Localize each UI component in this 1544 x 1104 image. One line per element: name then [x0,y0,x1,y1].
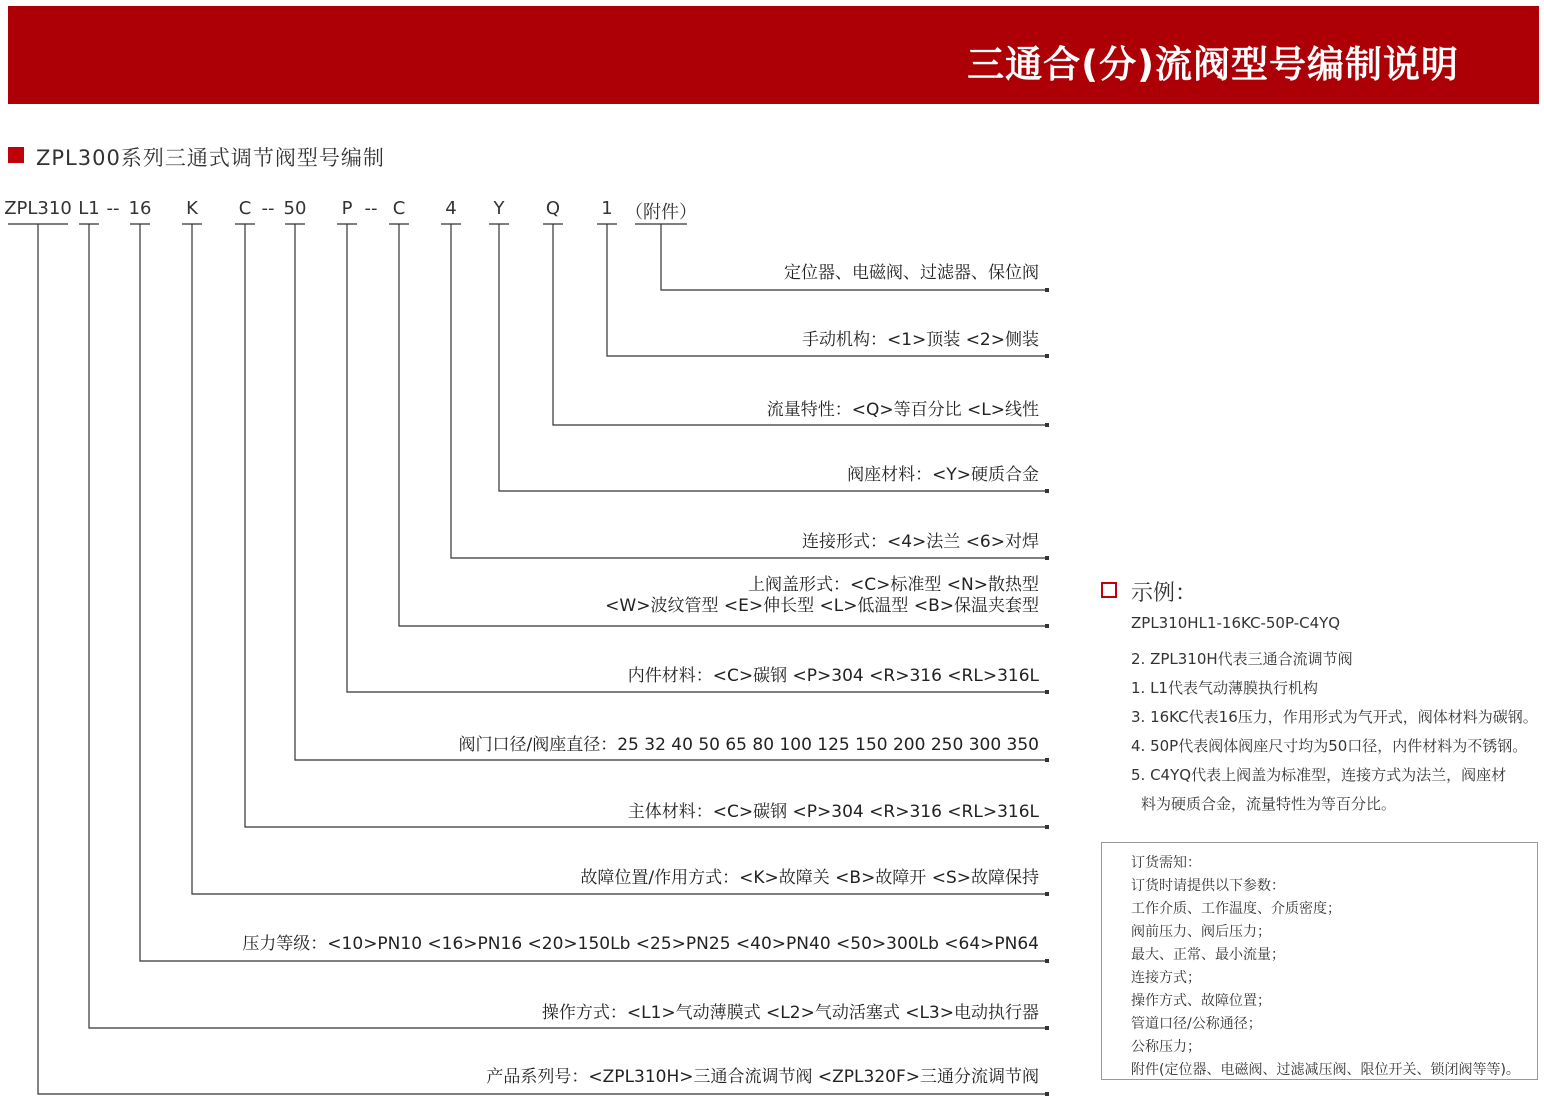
order-notes-title: 订货需知： [1131,855,1201,871]
description-line: 阀门口径/阀座直径：25 32 40 50 65 80 100 125 150 200 250 300 350 [458,735,1039,755]
code-segment: -- [106,198,120,219]
description-line: 内件材料：<C>碳钢 <P>304 <R>316 <RL>316L [627,666,1039,686]
order-note-line: 操作方式、故障位置； [1131,993,1271,1009]
code-description [784,263,1039,284]
description-line: 定位器、电磁阀、过滤器、保位阀 [784,263,1039,283]
connector-line [192,224,1046,894]
code-description [802,532,1039,553]
example-note: 4. 50P代表阀体阀座尺寸均为50口径，内件材料为不锈钢。 [1131,737,1528,755]
section-title: ZPL300系列三通式调节阀型号编制 [36,146,385,170]
connector-line [38,224,1046,1094]
code-description [459,735,1040,756]
connector-end-dot [1045,959,1049,963]
connector-end-dot [1045,892,1049,896]
connector-line [553,224,1046,425]
code-description [628,666,1039,687]
code-segment: 16 [128,198,152,219]
description-line: 产品系列号：<ZPL310H>三通合流调节阀 <ZPL320F>三通分流调节阀 [486,1067,1039,1087]
order-note-line: 最大、正常、最小流量； [1131,947,1285,963]
example-note: 1. L1代表气动薄膜执行机构 [1131,679,1318,697]
code-segment: Y [493,198,505,219]
code-segment: C [392,198,406,219]
description-line: 阀座材料：<Y>硬质合金 [847,465,1039,485]
order-notes-box [1101,842,1538,1080]
order-note-line: 公称压力； [1131,1039,1201,1055]
example-note: 2. ZPL310H代表三通合流调节阀 [1131,650,1353,668]
example-note: 料为硬质合金，流量特性为等百分比。 [1141,795,1397,813]
code-segment: L1 [78,198,100,219]
description-line: 操作方式：<L1>气动薄膜式 <L2>气动活塞式 <L3>电动执行器 [541,1003,1039,1023]
order-note-line: 管道口径/公称通径； [1131,1016,1262,1032]
code-segment: （附件） [625,202,697,223]
page-title: 三通合(分)流阀型号编制说明 [967,43,1459,86]
example-title: 示例： [1131,581,1198,606]
code-segment: K [186,198,198,219]
connector-end-dot [1045,624,1049,628]
example-model-code: ZPL310HL1-16KC-50P-C4YQ [1131,614,1341,632]
code-description [542,1003,1039,1024]
code-segment: 1 [601,198,613,219]
code-description [847,465,1039,486]
code-segment: -- [261,198,275,219]
code-segment: 50 [283,198,307,219]
order-note-line: 订货时请提供以下参数： [1131,878,1285,894]
connector-line [347,224,1046,692]
example-checkbox-icon [1101,582,1117,598]
connector-end-dot [1045,489,1049,493]
order-note-line: 附件(定位器、电磁阀、过滤减压阀、限位开关、锁闭阀等等)。 [1131,1062,1520,1078]
code-segment: -- [364,198,378,219]
code-description [486,1067,1039,1088]
connector-end-dot [1045,758,1049,762]
example-note: 5. C4YQ代表上阀盖为标准型，连接方式为法兰，阀座材 [1131,766,1507,784]
description-line: <W>波纹管型 <E>伸长型 <L>低温型 <B>保温夹套型 [605,596,1039,616]
connector-end-dot [1045,690,1049,694]
code-description [605,575,1039,617]
code-description [242,934,1039,955]
code-description [802,330,1039,351]
description-line: 压力等级：<10>PN10 <16>PN16 <20>150Lb <25>PN25 <40>PN40 <50>300Lb <64>PN64 [242,934,1039,954]
description-line: 主体材料：<C>碳钢 <P>304 <R>316 <RL>316L [627,802,1039,822]
code-segment: C [238,198,252,219]
code-segment: 4 [445,198,457,219]
code-segment: ZPL310 [4,198,72,219]
description-line: 手动机构：<1>顶装 <2>侧装 [801,330,1039,350]
description-line: 上阀盖形式：<C>标准型 <N>散热型 [748,575,1039,595]
code-segment: P [341,198,353,219]
connector-end-dot [1045,354,1049,358]
example-note: 3. 16KC代表16压力，作用形式为气开式，阀体材料为碳钢。 [1131,708,1538,726]
code-description [767,400,1039,421]
code-description [628,802,1039,823]
connector-end-dot [1045,423,1049,427]
order-note-line: 阀前压力、阀后压力； [1131,924,1271,940]
order-note-line: 工作介质、工作温度、介质密度； [1131,901,1341,917]
code-segment: Q [545,198,561,219]
description-line: 故障位置/作用方式：<K>故障关 <B>故障开 <S>故障保持 [580,868,1039,888]
description-line: 流量特性：<Q>等百分比 <L>线性 [766,400,1039,420]
order-note-line: 连接方式； [1131,970,1201,986]
code-description [580,868,1039,889]
connector-end-dot [1045,288,1049,292]
description-line: 连接形式：<4>法兰 <6>对焊 [801,532,1039,552]
connector-end-dot [1045,556,1049,560]
connector-end-dot [1045,825,1049,829]
connector-end-dot [1045,1026,1049,1030]
connector-end-dot [1045,1092,1049,1096]
